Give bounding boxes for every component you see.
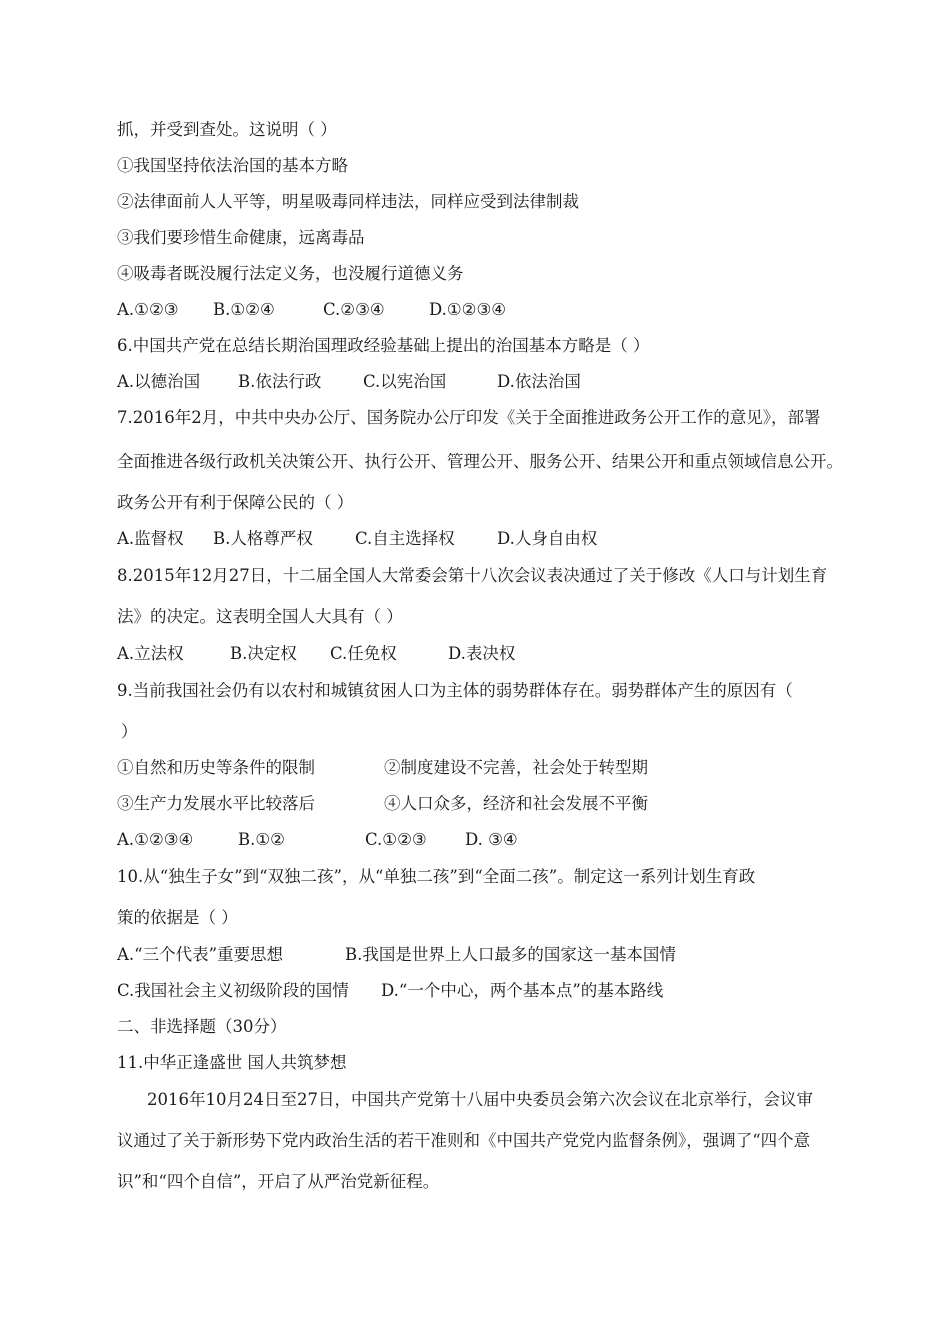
question-7-option-b: B.人格尊严权 [213, 529, 313, 548]
question-7-stem-2: 全面推进各级行政机关决策公开、执行公开、管理公开、服务公开、结果公开和重点领域信息公开。 [117, 452, 843, 471]
question-9-statement-3: ③生产力发展水平比较落后 [117, 794, 315, 813]
question-7-stem-1: 7.2016年2月，中共中央办公厅、国务院办公厅印发《关于全面推进政务公开工作的意见》，部署 [117, 408, 821, 427]
question-7-option-a: A.监督权 [117, 529, 184, 548]
question-6-option-c: C.以宪治国 [363, 372, 447, 391]
question-8-option-b: B.决定权 [230, 644, 297, 663]
question-10-stem-2: 策的依据是（ ） [117, 908, 238, 927]
question-5-statement-2: ②法律面前人人平等，明星吸毒同样违法，同样应受到法律制裁 [117, 192, 579, 211]
question-5-option-b: B.①②④ [213, 300, 275, 319]
question-10-option-a: A.“三个代表”重要思想 [117, 945, 284, 964]
question-5-stem-end: 抓，并受到查处。这说明（ ） [117, 120, 337, 139]
section-2-heading: 二、非选择题（30分） [117, 1017, 287, 1036]
question-10-option-c: C.我国社会主义初级阶段的国情 [117, 981, 349, 1000]
question-10-option-b: B.我国是世界上人口最多的国家这一基本国情 [345, 945, 676, 964]
question-9-stem-2: ） [121, 722, 138, 741]
question-5-option-c: C.②③④ [323, 300, 385, 319]
question-5-statement-4: ④吸毒者既没履行法定义务，也没履行道德义务 [117, 264, 464, 283]
question-5-statement-3: ③我们要珍惜生命健康，远离毒品 [117, 228, 365, 247]
question-10-option-d: D.“一个中心，两个基本点”的基本路线 [381, 981, 664, 1000]
question-5-option-a: A.①②③ [117, 300, 179, 319]
question-10-stem-1: 10.从“独生子女”到“双独二孩”，从“单独二孩”到“全面二孩”。制定这一系列计划生育政 [117, 867, 756, 886]
question-11-paragraph-3: 识”和“四个自信”，开启了从严治党新征程。 [117, 1172, 440, 1191]
question-11-title: 11.中华正逢盛世 国人共筑梦想 [117, 1053, 347, 1072]
question-9-stem-1: 9.当前我国社会仍有以农村和城镇贫困人口为主体的弱势群体存在。弱势群体产生的原因有（ [117, 681, 793, 700]
question-7-option-c: C.自主选择权 [355, 529, 455, 548]
question-5-statement-1: ①我国坚持依法治国的基本方略 [117, 156, 348, 175]
question-5-option-d: D.①②③④ [429, 300, 507, 319]
question-6-option-a: A.以德治国 [117, 372, 201, 391]
question-8-option-a: A.立法权 [117, 644, 184, 663]
question-8-stem-1: 8.2015年12月27日，十二届全国人大常委会第十八次会议表决通过了关于修改《人口与计划生育 [117, 566, 828, 585]
question-9-option-b: B.①② [238, 830, 285, 849]
question-7-option-d: D.人身自由权 [497, 529, 598, 548]
question-9-option-d: D. ③④ [465, 830, 518, 849]
question-6-option-b: B.依法行政 [238, 372, 322, 391]
question-8-stem-2: 法》的决定。这表明全国人大具有（ ） [117, 607, 403, 626]
question-9-statement-2: ②制度建设不完善，社会处于转型期 [384, 758, 648, 777]
question-6-option-d: D.依法治国 [497, 372, 581, 391]
question-9-statement-4: ④人口众多，经济和社会发展不平衡 [384, 794, 648, 813]
question-9-statement-1: ①自然和历史等条件的限制 [117, 758, 315, 777]
question-7-stem-3: 政务公开有利于保障公民的（ ） [117, 493, 354, 512]
question-8-option-d: D.表决权 [448, 644, 516, 663]
question-9-option-c: C.①②③ [365, 830, 427, 849]
question-6-stem: 6.中国共产党在总结长期治国理政经验基础上提出的治国基本方略是（ ） [117, 336, 650, 355]
question-11-paragraph-2: 议通过了关于新形势下党内政治生活的若干准则和《中国共产党党内监督条例》，强调了“四个意 [117, 1131, 811, 1150]
question-8-option-c: C.任免权 [330, 644, 397, 663]
question-9-option-a: A.①②③④ [117, 830, 194, 849]
question-11-paragraph-1: 2016年10月24日至27日，中国共产党第十八届中央委员会第六次会议在北京举行，会议审 [147, 1090, 813, 1109]
